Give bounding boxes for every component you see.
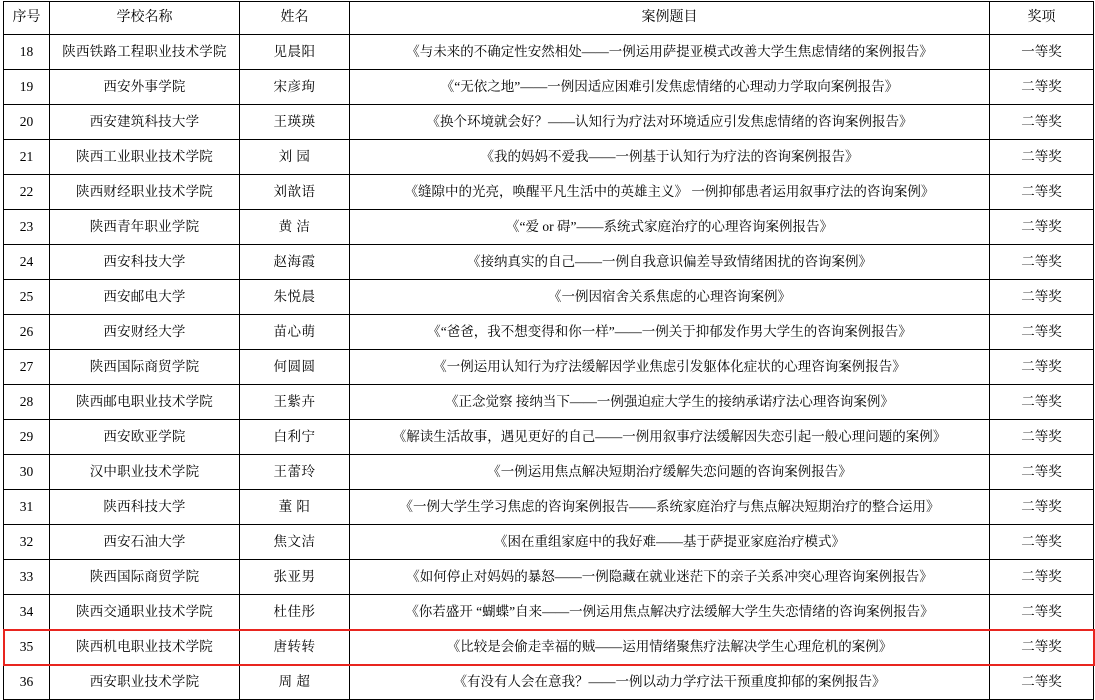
cell-school: 陕西邮电职业技术学院 [50,385,240,420]
cell-index: 23 [4,210,50,245]
cell-title: 《正念觉察 接纳当下——一例强迫症大学生的接纳承诺疗法心理咨询案例》 [350,385,990,420]
cell-award: 一等奖 [990,35,1094,70]
cell-title: 《“爱 or 碍”——系统式家庭治疗的心理咨询案例报告》 [350,210,990,245]
cell-award: 二等奖 [990,455,1094,490]
table-row [4,665,1094,700]
cell-title: 《一例运用焦点解决短期治疗缓解失恋问题的咨询案例报告》 [350,455,990,490]
cell-award: 二等奖 [990,175,1094,210]
table-row [4,595,1094,630]
cell-name: 王蕾玲 [240,455,350,490]
cell-award: 二等奖 [990,350,1094,385]
cell-school: 西安建筑科技大学 [50,105,240,140]
cell-index: 33 [4,560,50,595]
cell-title: 《如何停止对妈妈的暴怒——一例隐藏在就业迷茫下的亲子关系冲突心理咨询案例报告》 [350,560,990,595]
cell-award: 二等奖 [990,70,1094,105]
cell-award: 二等奖 [990,420,1094,455]
cell-index: 25 [4,280,50,315]
cell-index: 35 [4,630,50,665]
cell-award: 二等奖 [990,315,1094,350]
cell-index: 22 [4,175,50,210]
cell-name: 刘 园 [240,140,350,175]
table-row [4,385,1094,420]
cell-school: 西安欧亚学院 [50,420,240,455]
cell-school: 西安石油大学 [50,525,240,560]
cell-title: 《接纳真实的自己——一例自我意识偏差导致情绪困扰的咨询案例》 [350,245,990,280]
cell-school: 陕西科技大学 [50,490,240,525]
cell-index: 24 [4,245,50,280]
cell-index: 27 [4,350,50,385]
cell-school: 陕西交通职业技术学院 [50,595,240,630]
cell-index: 21 [4,140,50,175]
cell-index: 18 [4,35,50,70]
table-header [4,2,1094,35]
cell-award: 二等奖 [990,140,1094,175]
cell-title: 《困在重组家庭中的我好难——基于萨提亚家庭治疗模式》 [350,525,990,560]
table-row [4,70,1094,105]
cell-name: 白利宁 [240,420,350,455]
cell-name: 王紫卉 [240,385,350,420]
table-row [4,105,1094,140]
cell-award: 二等奖 [990,665,1094,700]
cell-school: 西安职业技术学院 [50,665,240,700]
column-header-title: 案例题目 [350,2,990,35]
cell-index: 19 [4,70,50,105]
table-row [4,315,1094,350]
table-body [4,35,1094,700]
table-row [4,35,1094,70]
cell-school: 陕西国际商贸学院 [50,350,240,385]
cell-school: 陕西工业职业技术学院 [50,140,240,175]
table-row [4,245,1094,280]
cell-award: 二等奖 [990,490,1094,525]
cell-award: 二等奖 [990,525,1094,560]
cell-title: 《解读生活故事，遇见更好的自己——一例用叙事疗法缓解因失恋引起一般心理问题的案例》 [350,420,990,455]
cell-award: 二等奖 [990,385,1094,420]
cell-award: 二等奖 [990,630,1094,665]
cell-title: 《我的妈妈不爱我——一例基于认知行为疗法的咨询案例报告》 [350,140,990,175]
cell-title: 《一例因宿舍关系焦虑的心理咨询案例》 [350,280,990,315]
cell-name: 王瑛瑛 [240,105,350,140]
cell-school: 陕西国际商贸学院 [50,560,240,595]
cell-award: 二等奖 [990,245,1094,280]
cell-school: 西安财经大学 [50,315,240,350]
cell-title: 《比较是会偷走幸福的贼——运用情绪聚焦疗法解决学生心理危机的案例》 [350,630,990,665]
cell-name: 赵海霞 [240,245,350,280]
cell-index: 26 [4,315,50,350]
cell-name: 董 阳 [240,490,350,525]
cell-index: 30 [4,455,50,490]
cell-title: 《换个环境就会好？——认知行为疗法对环境适应引发焦虑情绪的咨询案例报告》 [350,105,990,140]
table-header-row [4,2,1094,35]
cell-school: 汉中职业技术学院 [50,455,240,490]
table-row [4,560,1094,595]
table-row [4,490,1094,525]
table-row [4,420,1094,455]
table-row [4,210,1094,245]
cell-title: 《缝隙中的光亮，唤醒平凡生活中的英雄主义》 一例抑郁患者运用叙事疗法的咨询案例》 [350,175,990,210]
award-table [3,1,1094,700]
award-list-page [0,1,1095,696]
cell-name: 杜佳彤 [240,595,350,630]
cell-school: 陕西铁路工程职业技术学院 [50,35,240,70]
cell-award: 二等奖 [990,560,1094,595]
table-row [4,630,1094,665]
cell-title: 《“爸爸，我不想变得和你一样”——一例关于抑郁发作男大学生的咨询案例报告》 [350,315,990,350]
cell-name: 周 超 [240,665,350,700]
cell-index: 31 [4,490,50,525]
table-row [4,525,1094,560]
cell-name: 刘歆语 [240,175,350,210]
cell-award: 二等奖 [990,595,1094,630]
cell-award: 二等奖 [990,210,1094,245]
column-header-school: 学校名称 [50,2,240,35]
table-row [4,280,1094,315]
cell-school: 陕西机电职业技术学院 [50,630,240,665]
cell-name: 焦文洁 [240,525,350,560]
cell-index: 28 [4,385,50,420]
cell-school: 陕西财经职业技术学院 [50,175,240,210]
cell-title: 《一例大学生学习焦虑的咨询案例报告——系统家庭治疗与焦点解决短期治疗的整合运用》 [350,490,990,525]
cell-name: 黄 洁 [240,210,350,245]
cell-title: 《有没有人会在意我？——一例以动力学疗法干预重度抑郁的案例报告》 [350,665,990,700]
cell-title: 《一例运用认知行为疗法缓解因学业焦虑引发躯体化症状的心理咨询案例报告》 [350,350,990,385]
column-header-name: 姓名 [240,2,350,35]
cell-name: 张亚男 [240,560,350,595]
cell-title: 《“无依之地”——一例因适应困难引发焦虑情绪的心理动力学取向案例报告》 [350,70,990,105]
cell-school: 西安邮电大学 [50,280,240,315]
cell-index: 34 [4,595,50,630]
table-row [4,455,1094,490]
cell-index: 20 [4,105,50,140]
cell-name: 朱悦晨 [240,280,350,315]
cell-school: 西安外事学院 [50,70,240,105]
cell-name: 苗心萌 [240,315,350,350]
cell-index: 32 [4,525,50,560]
cell-name: 唐转转 [240,630,350,665]
cell-index: 36 [4,665,50,700]
cell-index: 29 [4,420,50,455]
table-row [4,175,1094,210]
column-header-award: 奖项 [990,2,1094,35]
table-row [4,140,1094,175]
cell-award: 二等奖 [990,105,1094,140]
cell-title: 《你若盛开 “蝴蝶”自来——一例运用焦点解决疗法缓解大学生失恋情绪的咨询案例报告》 [350,595,990,630]
column-header-index: 序号 [4,2,50,35]
cell-school: 西安科技大学 [50,245,240,280]
cell-title: 《与未来的不确定性安然相处——一例运用萨提亚模式改善大学生焦虑情绪的案例报告》 [350,35,990,70]
cell-award: 二等奖 [990,280,1094,315]
cell-name: 见晨阳 [240,35,350,70]
cell-name: 宋彦珣 [240,70,350,105]
cell-school: 陕西青年职业学院 [50,210,240,245]
table-row [4,350,1094,385]
cell-name: 何圆圆 [240,350,350,385]
